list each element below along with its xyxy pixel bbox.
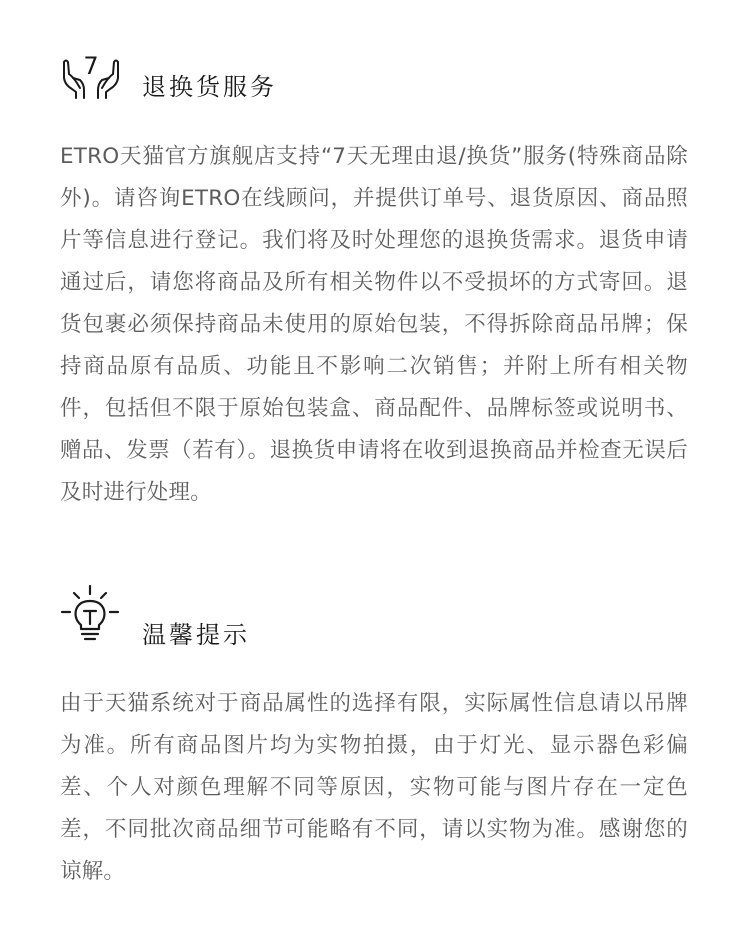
svg-text:7: 7 xyxy=(83,52,99,80)
returns-title: 退换货服务 xyxy=(142,73,277,101)
returns-policy-text: ETRO天猫官方旗舰店支持“7天无理由退/换货”服务(特殊商品除外)。请咨询ETRO在线顾问，并提供订单号、退货原因、商品照片等信息进行登记。我们将及时处理您的退换货需求。退货申请通过后，请您将商品及所有相关物件以不受损坏的方式寄回。退货包裹必须保持商品未使用的原始包装，不得拆除商品吊牌；保持商品原有品质、功能且不影响二次销售；并附上所有相关物件，包括但不限于原始包装盒、商品配件、品牌标签或说明书、赠品、发票（若有）。退换货申请将在收到退换商品并检查无误后及时进行处理。 xyxy=(60,144,688,505)
lightbulb-icon xyxy=(60,584,122,648)
tips-text: 由于天猫系统对于商品属性的选择有限，实际属性信息请以吊牌为准。所有商品图片均为实物拍摄，由于灯光、显示器色彩偏差、个人对颜色理解不同等原因，实物可能与图片存在一定色差，不同批次商品细节可能略有不同，请以实物为准。感谢您的谅解。 xyxy=(60,691,688,884)
tips-title: 温馨提示 xyxy=(142,621,250,649)
hands-7-icon xyxy=(60,52,122,100)
returns-header xyxy=(60,52,277,100)
tips-header xyxy=(60,584,250,648)
